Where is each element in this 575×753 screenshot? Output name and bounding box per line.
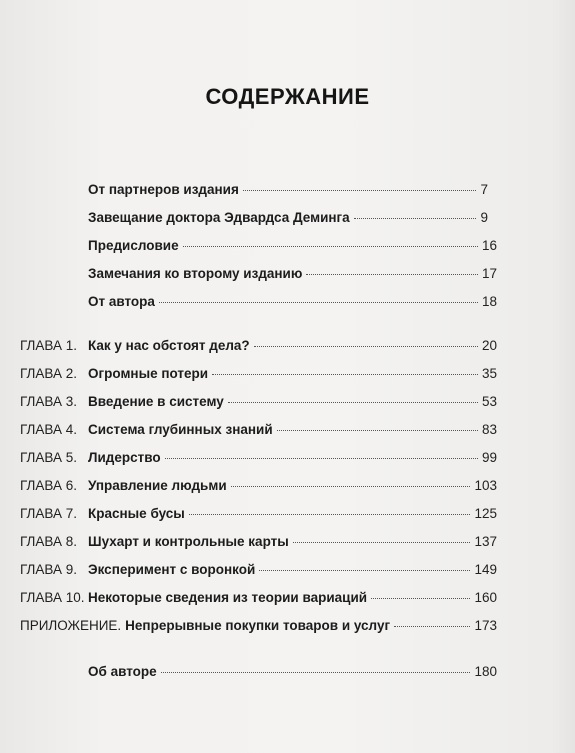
toc-page-number: 149 [474,562,497,577]
toc-item-text: Как у нас обстоят дела? [88,338,250,353]
dot-leader [231,486,471,487]
toc-item-text: Некоторые сведения из теории вариаций [88,590,368,605]
toc-chapter-4 [20,422,497,442]
toc-chapter-5 [20,450,497,470]
toc-chapter-1 [20,338,497,358]
toc-page-number: 137 [474,534,497,549]
chapter-label: ГЛАВА 10. [20,590,85,605]
toc-item-partners [88,182,488,202]
toc-item-text: Управление людьми [88,478,227,493]
toc-item-text: Лидерство [88,450,161,465]
dot-leader [293,542,471,543]
toc-item-preface [88,238,497,258]
toc-chapter-6 [20,478,497,498]
toc-page-number: 99 [481,450,497,465]
toc-item-text: Об авторе [88,664,157,679]
dot-leader [259,570,470,571]
chapter-label: ГЛАВА 8. [20,534,77,549]
dot-leader [161,672,471,673]
toc-page-number: 7 [480,182,488,197]
toc-page-number: 103 [474,478,497,493]
toc-page-number: 35 [481,366,497,381]
dot-leader [165,458,478,459]
toc-page-number: 160 [474,590,497,605]
appendix-label: ПРИЛОЖЕНИЕ. [20,618,122,633]
toc-item-text: Огромные потери [88,366,209,381]
chapter-label: ГЛАВА 3. [20,394,77,409]
dot-leader [394,626,470,627]
chapter-label: ГЛАВА 5. [20,450,77,465]
dot-leader [159,302,478,303]
toc-item-text: Предисловие [88,238,179,253]
toc-item-text: Непрерывные покупки товаров и услуг [125,618,391,633]
toc-item-second-edition [88,266,497,286]
toc-item-text: Замечания ко второму изданию [88,266,303,281]
toc-page-number: 53 [481,394,497,409]
toc-item-from-author [88,294,497,314]
toc-chapter-7 [20,506,497,526]
toc-appendix [20,618,497,638]
toc-item-text: Красные бусы [88,506,185,521]
dot-leader [189,514,471,515]
toc-page-number: 180 [474,664,497,679]
toc-page-number: 125 [474,506,497,521]
chapter-label: ГЛАВА 4. [20,422,77,437]
chapter-label: ГЛАВА 2. [20,366,77,381]
toc-page-number: 17 [481,266,497,281]
dot-leader [228,402,478,403]
toc-page-number: 20 [481,338,497,353]
dot-leader [371,598,470,599]
chapter-label: ГЛАВА 1. [20,338,77,353]
toc-chapter-10 [20,590,497,610]
toc-item-text: Эксперимент с воронкой [88,562,256,577]
chapter-label: ГЛАВА 6. [20,478,77,493]
toc-page-number: 83 [481,422,497,437]
toc-page-number: 16 [481,238,497,253]
dot-leader [183,246,478,247]
toc-page-number: 9 [480,210,488,225]
dot-leader [243,190,477,191]
toc-item-text: Завещание доктора Эдвардса Деминга [88,210,350,225]
chapter-label: ГЛАВА 9. [20,562,77,577]
toc-chapter-3 [20,394,497,414]
toc-page-number: 173 [474,618,497,633]
dot-leader [254,346,478,347]
toc-about-author [88,664,497,684]
toc-chapter-8 [20,534,497,554]
toc-chapter-2 [20,366,497,386]
dot-leader [277,430,478,431]
toc-item-text: Шухарт и контрольные карты [88,534,289,549]
dot-leader [306,274,478,275]
toc-item-text: Введение в систему [88,394,224,409]
toc-item-text: Система глубинных знаний [88,422,273,437]
toc-item-text: От автора [88,294,155,309]
chapter-label: ГЛАВА 7. [20,506,77,521]
toc-item-testament [88,210,488,230]
toc-page-number: 18 [481,294,497,309]
page-title: СОДЕРЖАНИЕ [205,84,370,109]
dot-leader [212,374,478,375]
page-edge-shade [551,0,575,753]
toc-item-text: От партнеров издания [88,182,239,197]
toc-chapter-9 [20,562,497,582]
dot-leader [354,218,477,219]
